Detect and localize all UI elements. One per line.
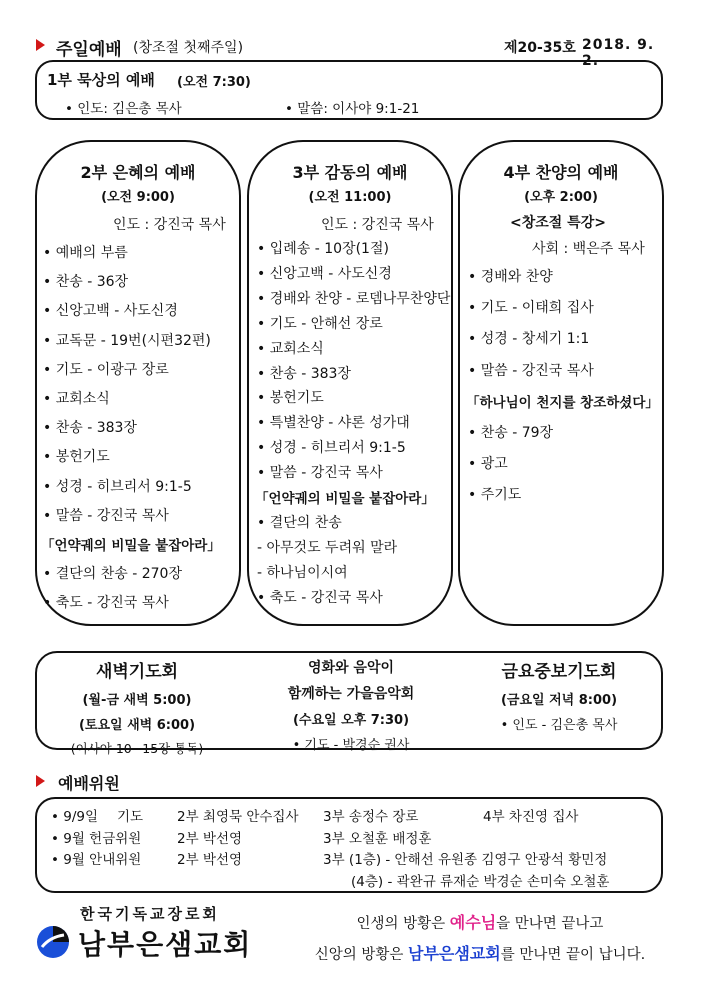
dawn-time2: (토요일 새벽 6:00) bbox=[78, 718, 196, 733]
friday-time: (금요일 저녁 8:00) bbox=[500, 693, 618, 708]
service3-item: • 봉헌기도 bbox=[257, 390, 324, 407]
concert-time: (수요일 오후 7:30) bbox=[292, 713, 410, 728]
service2-item: • 교독문 - 19번(시편32편) bbox=[43, 332, 211, 349]
committee-cell: 3부 (1층) - 안해선 유원종 김영구 안광석 황민정 bbox=[323, 852, 608, 868]
service4-item: • 광고 bbox=[468, 456, 508, 473]
service3-item: - 아무것도 두려워 말라 bbox=[257, 539, 398, 556]
committee-cell: 2부 최영묵 안수집사 bbox=[177, 809, 299, 825]
service1-title: 1부 묵상의 예배 bbox=[47, 71, 155, 89]
service1-sermon: • 말씀: 이사야 9:1-21 bbox=[285, 101, 420, 117]
service4-special: <창조절 특강> bbox=[510, 215, 606, 231]
service3-item: • 교회소식 bbox=[257, 340, 324, 357]
service2-item: • 신앙고백 - 사도신경 bbox=[43, 303, 178, 320]
page-subtitle: (창조절 첫째주일) bbox=[133, 40, 244, 56]
service3-item: • 결단의 찬송 bbox=[257, 514, 342, 531]
denomination-name: 한국기독교장로회 bbox=[80, 905, 220, 923]
concert-title1: 영화와 음악이 bbox=[307, 660, 395, 676]
church-name: 남부은샘교회 bbox=[78, 928, 253, 961]
service2-item: • 축도 - 강진국 목사 bbox=[43, 595, 169, 612]
message-line1: 인생의 방황은 예수님을 만나면 끝나고 bbox=[356, 913, 604, 932]
service4-item: 「하나님이 천지를 창조하셨다」 bbox=[466, 394, 659, 411]
service2-item: • 성경 - 히브리서 9:1-5 bbox=[43, 478, 192, 495]
concert-prayer: • 기도 - 박경순 권사 bbox=[292, 738, 410, 753]
service3-item: • 성경 - 히브리서 9:1-5 bbox=[257, 440, 406, 457]
committee-cell: • 9월 헌금위원 bbox=[51, 830, 142, 847]
committee-heading-row bbox=[36, 771, 236, 791]
dawn-title: 새벽기도회 bbox=[95, 662, 179, 682]
committee-cell: 3부 오철훈 배정훈 bbox=[323, 830, 432, 847]
service1-time: (오전 7:30) bbox=[177, 75, 251, 90]
service4-column bbox=[458, 140, 664, 626]
committee-cell: 3부 송정수 장로 bbox=[323, 809, 419, 825]
service2-title: 2부 은혜의 예배 bbox=[80, 163, 196, 182]
dawn-reading: (이사야 10~15장 통독) bbox=[70, 741, 204, 756]
autumn-concert bbox=[245, 653, 457, 753]
friday-title: 금요중보기도회 bbox=[501, 662, 617, 682]
committee-cell: • 9/9일 bbox=[51, 809, 99, 825]
service3-item: • 신앙고백 - 사도신경 bbox=[257, 265, 392, 282]
service4-item: • 말씀 - 강진국 목사 bbox=[468, 362, 594, 379]
committee-cell: • 9월 안내위원 bbox=[51, 852, 142, 868]
service3-item: • 찬송 - 383장 bbox=[257, 365, 351, 382]
service3-time: (오전 11:00) bbox=[308, 190, 392, 205]
service4-item: • 주기도 bbox=[468, 487, 522, 504]
dawn-time1: (월-금 새벽 5:00) bbox=[82, 693, 192, 708]
service2-time: (오전 9:00) bbox=[101, 190, 175, 205]
header bbox=[36, 35, 666, 69]
issue-date: 2018. 9. 2. bbox=[582, 37, 655, 69]
church-logo bbox=[36, 903, 276, 963]
service3-item: • 말씀 - 강진국 목사 bbox=[257, 465, 383, 482]
committee-cell: 4부 차진영 집사 bbox=[483, 809, 579, 825]
friday-prayer bbox=[457, 653, 661, 733]
service3-leader: 인도 : 강진국 목사 bbox=[321, 217, 434, 233]
meetings-box bbox=[35, 651, 663, 756]
service3-item: • 축도 - 강진국 목사 bbox=[257, 589, 383, 606]
service3-item: - 하나님이시여 bbox=[257, 564, 348, 581]
service3-item: • 기도 - 안해선 장로 bbox=[257, 315, 383, 332]
service2-column bbox=[35, 140, 241, 626]
arrow-marker-icon bbox=[36, 775, 45, 787]
service4-time: (오후 2:00) bbox=[524, 190, 598, 205]
committee-cell: 기도 bbox=[117, 809, 144, 825]
service4-host: 사회 : 백은주 목사 bbox=[532, 241, 645, 257]
service3-item: • 경배와 찬양 - 로뎀나무찬양단 bbox=[257, 290, 451, 307]
service3-item: • 입례송 - 10장(1절) bbox=[257, 241, 389, 257]
service1-box bbox=[35, 60, 663, 120]
page-title: 주일예배 bbox=[56, 40, 122, 60]
service2-item: • 말씀 - 강진국 목사 bbox=[43, 507, 169, 524]
committee-cell: 2부 박선영 bbox=[177, 830, 243, 847]
service3-column bbox=[247, 140, 453, 626]
committee-box bbox=[35, 797, 663, 893]
service3-item: • 특별찬양 - 샤론 성가대 bbox=[257, 415, 410, 432]
service2-item: • 예배의 부름 bbox=[43, 245, 128, 261]
committee-heading: 예배위원 bbox=[58, 774, 120, 793]
friday-leader: • 인도 - 김은총 목사 bbox=[500, 718, 618, 733]
service3-title: 3부 감동의 예배 bbox=[292, 163, 408, 182]
dawn-prayer bbox=[37, 653, 237, 757]
service2-item: 「언약궤의 비밀을 붙잡아라」 bbox=[41, 538, 221, 554]
concert-title2: 함께하는 가을음악회 bbox=[287, 686, 415, 702]
service4-item: • 찬송 - 79장 bbox=[468, 425, 554, 441]
service3-item: 「언약궤의 비밀을 붙잡아라」 bbox=[255, 491, 435, 507]
service4-title: 4부 찬양의 예배 bbox=[503, 163, 619, 182]
service2-item: • 봉헌기도 bbox=[43, 449, 110, 466]
message-line2: 신앙의 방황은 남부은샘교회를 만나면 끝이 납니다. bbox=[314, 944, 646, 963]
committee-cell: 2부 박선영 bbox=[177, 852, 243, 868]
service2-item: • 기도 - 이광구 장로 bbox=[43, 361, 169, 378]
footer-message bbox=[290, 910, 670, 964]
service2-item: • 결단의 찬송 - 270장 bbox=[43, 566, 182, 583]
service4-item: • 성경 - 창세기 1:1 bbox=[468, 331, 590, 348]
service2-leader: 인도 : 강진국 목사 bbox=[113, 217, 226, 233]
service1-leader: • 인도: 김은총 목사 bbox=[65, 101, 182, 117]
service2-item: • 찬송 - 383장 bbox=[43, 420, 137, 437]
church-emblem-icon bbox=[36, 925, 70, 959]
service4-item: • 경배와 찬양 bbox=[468, 269, 553, 285]
service2-item: • 교회소식 bbox=[43, 391, 110, 407]
committee-cell: (4층) - 곽완규 류재순 박경순 손미숙 오철훈 bbox=[351, 873, 610, 890]
service4-item: • 기도 - 이태희 집사 bbox=[468, 300, 594, 317]
arrow-marker-icon bbox=[36, 39, 45, 51]
issue-number: 제20-35호 bbox=[504, 40, 576, 56]
service2-item: • 찬송 - 36장 bbox=[43, 274, 129, 291]
